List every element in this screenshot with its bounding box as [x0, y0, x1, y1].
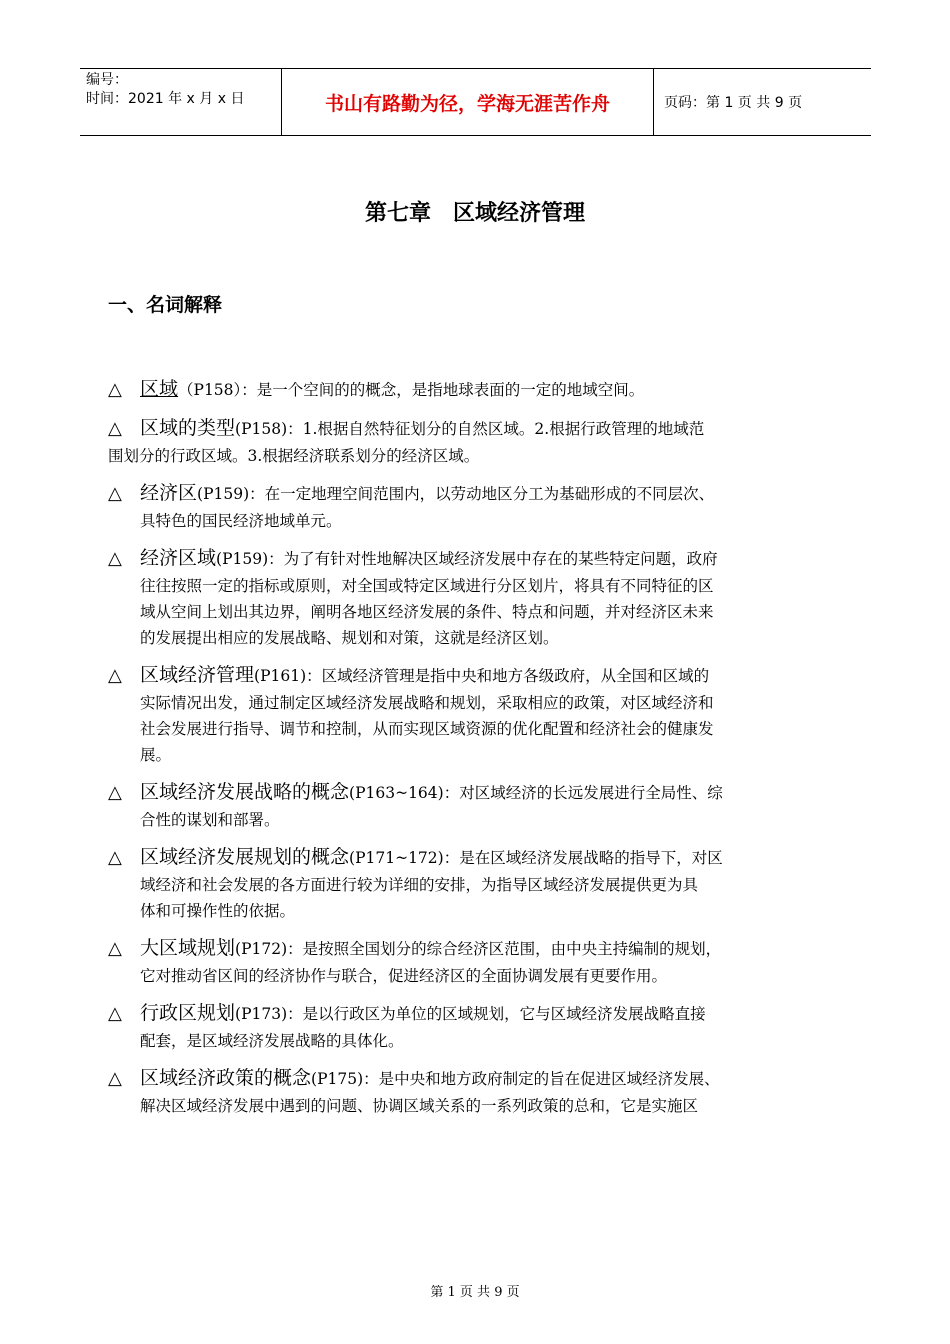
- definition-entry: [108, 935, 853, 989]
- entry-term: 经济区: [140, 482, 198, 504]
- entry-continuation: 具特色的国民经济地域单元。: [140, 512, 342, 530]
- motto: 书山有路勤为径，学海无涯苦作舟: [281, 69, 654, 135]
- entry-continuation: 解决区域经济发展中遇到的问题、协调区域关系的一系列政策的总和，它是实施区: [140, 1097, 699, 1115]
- triangle-bullet-icon: △: [108, 1068, 122, 1089]
- triangle-bullet-icon: △: [108, 1003, 122, 1024]
- header-table: [80, 68, 871, 136]
- entry-ref: (P159)：: [197, 485, 265, 503]
- entry-continuation: 它对推动省区间的经济协作与联合，促进经济区的全面协调发展有更要作用。: [140, 967, 668, 985]
- entry-text: 是一个空间的的概念，是指地球表面的一定的地域空间。: [256, 381, 645, 399]
- number-label: 编号：: [86, 72, 128, 88]
- definition-list: [108, 376, 853, 1130]
- entry-continuation: 往往按照一定的指标或原则，对全国或特定区域进行分区划片，将具有不同特征的区: [140, 577, 714, 595]
- definition-entry: [108, 1065, 853, 1119]
- page-info: 页码：第 1 页 共 9 页: [664, 95, 803, 111]
- entry-ref: (P175)：: [311, 1070, 379, 1088]
- entry-ref: (P161)：: [254, 667, 322, 685]
- entry-continuation: 实际情况出发，通过制定区域经济发展战略和规划，采取相应的政策，对区域经济和: [140, 694, 714, 712]
- definition-entry: [108, 844, 853, 924]
- definition-entry: [108, 376, 853, 404]
- entry-text: 是在区域经济发展战略的指导下，对区: [459, 849, 723, 867]
- triangle-bullet-icon: △: [108, 548, 122, 569]
- section-heading: 一、名词解释: [108, 294, 223, 316]
- definition-entry: [108, 415, 853, 469]
- page-footer: 第 1 页 共 9 页: [430, 1285, 520, 1300]
- entry-text: 是以行政区为单位的区域规划，它与区域经济发展战略直接: [302, 1005, 706, 1023]
- entry-text: 1.根据自然特征划分的自然区域。2.根据行政管理的地域范: [302, 420, 705, 438]
- entry-ref: (P159)：: [216, 550, 284, 568]
- entry-continuation: 围划分的行政区域。3.根据经济联系划分的经济区域。: [108, 447, 480, 465]
- triangle-bullet-icon: △: [108, 938, 122, 959]
- entry-continuation: 体和可操作性的依据。: [140, 902, 296, 920]
- header-left-cell: [80, 69, 281, 135]
- chapter-title: 第七章 区域经济管理: [364, 201, 585, 226]
- definition-entry: [108, 545, 853, 651]
- entry-text: 区域经济管理是指中央和地方各级政府，从全国和区域的: [321, 667, 710, 685]
- triangle-bullet-icon: △: [108, 483, 122, 504]
- triangle-bullet-icon: △: [108, 418, 122, 439]
- entry-text: 是中央和地方政府制定的旨在促进区域经济发展、: [378, 1070, 720, 1088]
- triangle-bullet-icon: △: [108, 847, 122, 868]
- entry-continuation: 配套，是区域经济发展战略的具体化。: [140, 1032, 404, 1050]
- entry-text: 对区域经济的长远发展进行全局性、综: [459, 784, 723, 802]
- entry-ref: (P158)：: [235, 420, 303, 438]
- definition-entry: [108, 662, 853, 768]
- definition-entry: [108, 480, 853, 534]
- entry-term: 行政区规划: [140, 1002, 236, 1024]
- entry-term: 区域经济发展规划的概念: [140, 846, 350, 868]
- entry-term: 区域经济管理: [140, 664, 255, 686]
- entry-continuation: 域从空间上划出其边界，阐明各地区经济发展的条件、特点和问题，并对经济区未来: [140, 603, 714, 621]
- entry-continuation: 合性的谋划和部署。: [140, 811, 280, 829]
- entry-term: 区域经济政策的概念: [140, 1067, 312, 1089]
- triangle-bullet-icon: △: [108, 665, 122, 686]
- entry-ref: (P163~164)：: [349, 784, 460, 802]
- entry-ref: （P158）：: [178, 381, 257, 399]
- triangle-bullet-icon: △: [108, 782, 122, 803]
- entry-term: 区域经济发展战略的概念: [140, 781, 350, 803]
- entry-continuation: 的发展提出相应的发展战略、规划和对策，这就是经济区划。: [140, 629, 559, 647]
- entry-continuation: 展。: [140, 746, 172, 764]
- date-label: 时间：2021 年 x 月 x 日: [86, 91, 245, 107]
- entry-term: 区域: [140, 378, 179, 400]
- entry-continuation: 社会发展进行指导、调节和控制，从而实现区域资源的优化配置和经济社会的健康发: [140, 720, 714, 738]
- definition-entry: [108, 779, 853, 833]
- entry-term: 区域的类型: [140, 417, 236, 439]
- entry-term: 大区域规划: [140, 937, 236, 959]
- triangle-bullet-icon: △: [108, 379, 122, 400]
- entry-text: 在一定地理空间范围内，以劳动地区分工为基础形成的不同层次、: [264, 485, 715, 503]
- entry-continuation: 域经济和社会发展的各方面进行较为详细的安排，为指导区域经济发展提供更为具: [140, 876, 699, 894]
- entry-text: 为了有针对性地解决区域经济发展中存在的某些特定问题，政府: [283, 550, 718, 568]
- entry-ref: (P171~172)：: [349, 849, 460, 867]
- entry-ref: (P172)：: [235, 940, 303, 958]
- definition-entry: [108, 1000, 853, 1054]
- entry-ref: (P173)：: [235, 1005, 303, 1023]
- entry-text: 是按照全国划分的综合经济区范围，由中央主持编制的规划，: [302, 940, 722, 958]
- entry-term: 经济区域: [140, 547, 217, 569]
